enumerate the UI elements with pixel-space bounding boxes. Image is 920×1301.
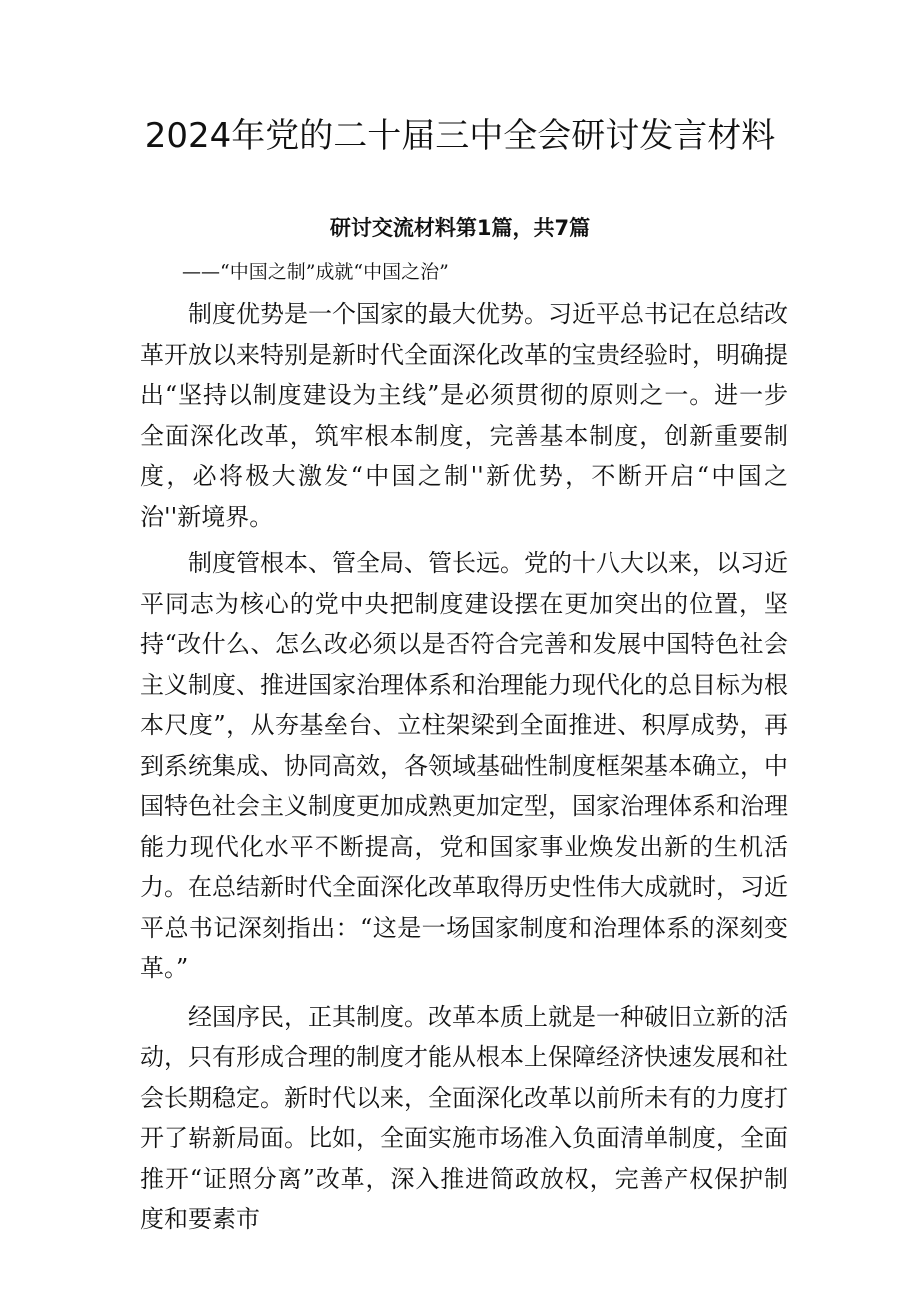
paragraph-1: 制度优势是一个国家的最大优势。习近平总书记在总结改革开放以来特别是新时代全面深化改革的宝贵经验时，明确提出“坚持以制度建设为主线”是必须贯彻的原则之一。进一步全面深化改革，筑牢根本制度，完善基本制度，创新重要制度，必将极大激发“中国之制''新优势，不断开启“中国之治''新境界。 <box>140 300 788 531</box>
paragraph-3: 经国序民，正其制度。改革本质上就是一种破旧立新的活动，只有形成合理的制度才能从根本上保障经济快速发展和社会长期稳定。新时代以来，全面深化改革以前所未有的力度打开了崭新局面。比如，全面实施市场准入负面清单制度，全面推开“证照分离”改革，深入推进简政放权，完善产权保护制度和要素市 <box>140 1002 788 1233</box>
document-subtitle: ——“中国之制”成就“中国之治” <box>182 261 449 283</box>
document-body <box>140 294 788 1240</box>
paragraph-2: 制度管根本、管全局、管长远。党的十八大以来，以习近平同志为核心的党中央把制度建设摆在更加突出的位置，坚持“改什么、怎么改必须以是否符合完善和发展中国特色社会主义制度、推进国家治理体系和治理能力现代化的总目标为根本尺度”，从夯基垒台、立柱架梁到全面推进、积厚成势，再到系统集成、协同高效，各领域基础性制度框架基本确立，中国特色社会主义制度更加成熟更加定型，国家治理体系和治理能力现代化水平不断提高，党和国家事业焕发出新的生机活力。在总结新时代全面深化改革取得历史性伟大成就时，习近平总书记深刻指出：“这是一场国家制度和治理体系的深刻变革。” <box>140 549 788 982</box>
document-title: 2024年党的二十届三中全会研讨发言材料 <box>144 116 776 156</box>
section-header: 研讨交流材料第1篇，共7篇 <box>329 216 591 240</box>
